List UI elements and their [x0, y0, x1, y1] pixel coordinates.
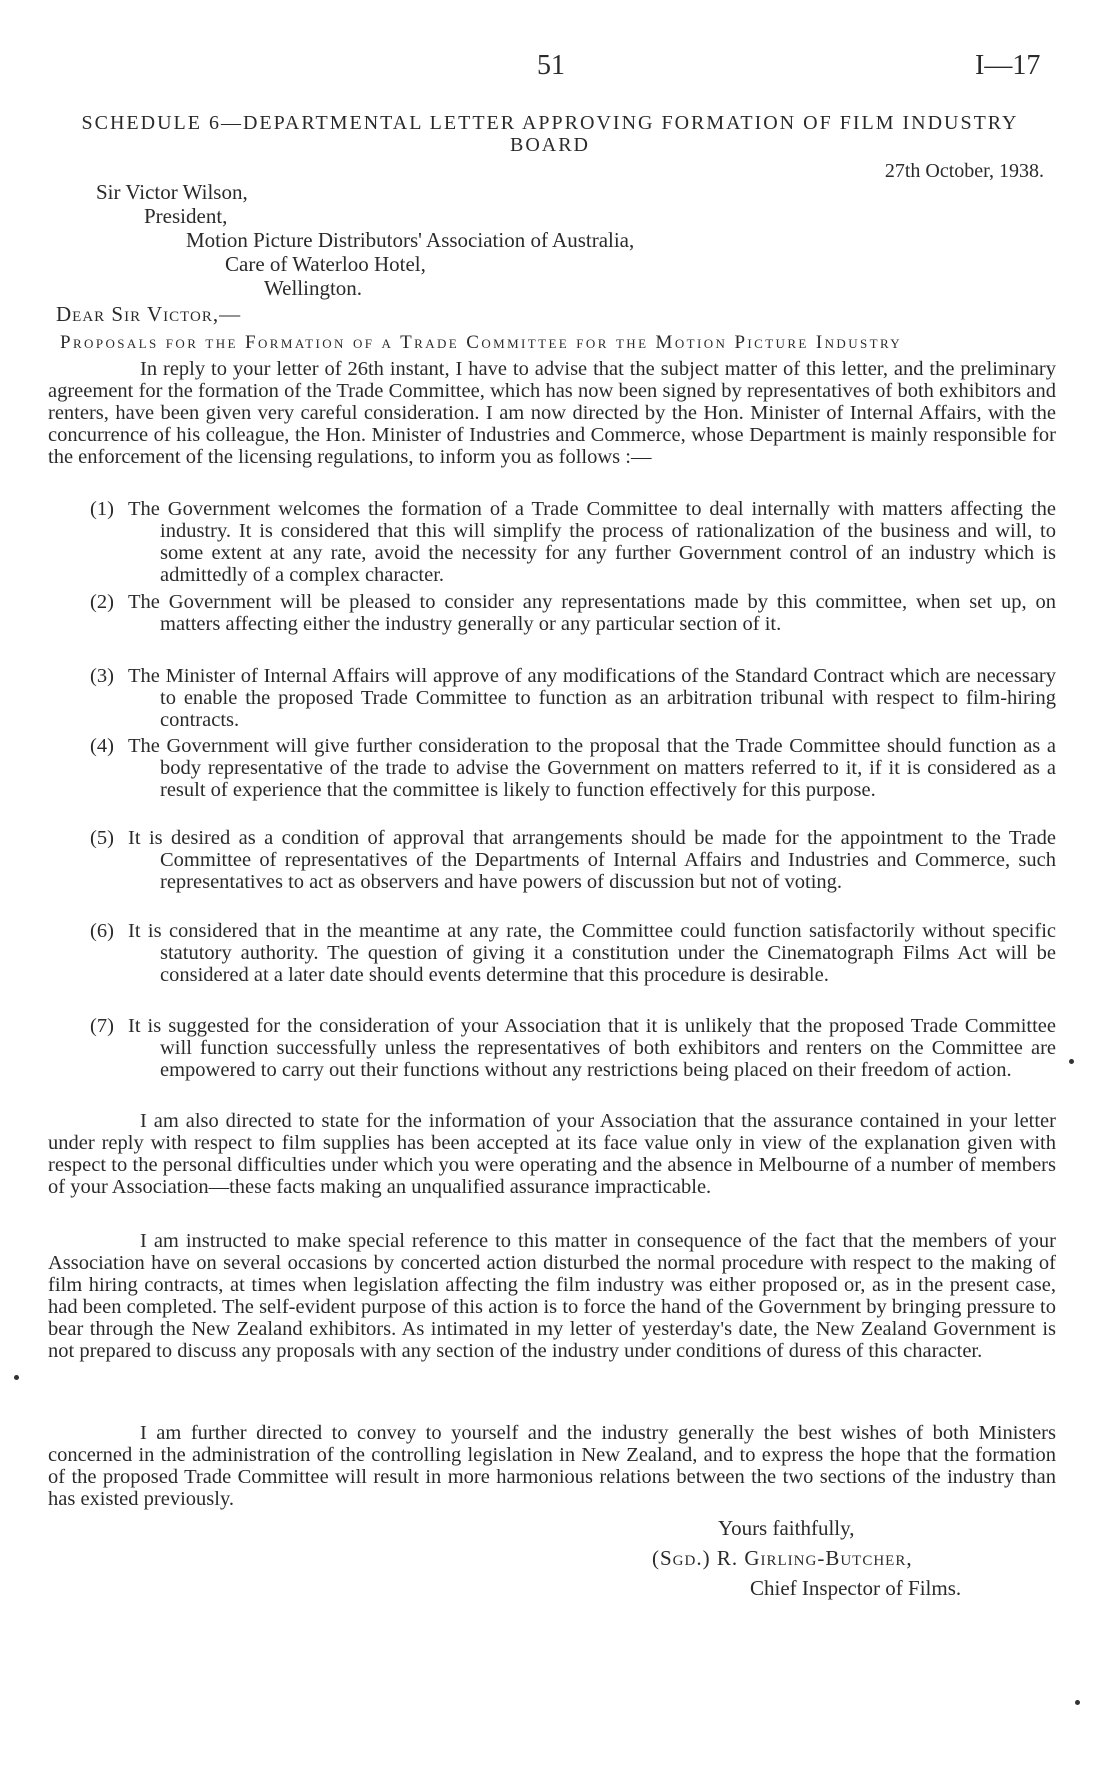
stray-mark	[1069, 1059, 1074, 1064]
addressee-care-of: Care of Waterloo Hotel,	[225, 252, 426, 276]
signature: (Sgd.) R. Girling-Butcher,	[652, 1546, 913, 1570]
list-item-number: (4)	[90, 735, 114, 757]
addressee-organisation: Motion Picture Distributors' Association of Australia,	[186, 228, 635, 252]
addressee-position: President,	[144, 204, 228, 228]
schedule-title: SCHEDULE 6—DEPARTMENTAL LETTER APPROVING FORMATION OF FILM INDUSTRY BOARD	[81, 112, 1019, 156]
list-item-text: The Government will give further consideration to the proposal that the Trade Committee should function as a body representative of the trade to advise the Government on matters referred to it, if it is considered as a result of experience that the committee is likely to function effectively for this purpose.	[128, 735, 1056, 801]
list-item-text: The Government welcomes the formation of a Trade Committee to deal internally with matters affecting the industry. It is considered that this will simplify the process of rationalization of the business and will, to some extent at any rate, avoid the necessity for any further Government control of an industry which is admittedly of a complex character.	[128, 498, 1056, 586]
list-item-number: (7)	[90, 1015, 114, 1037]
list-item-number: (3)	[90, 665, 114, 687]
valediction: Yours faithfully,	[718, 1516, 855, 1540]
addressee-city: Wellington.	[264, 276, 363, 300]
list-item-text: It is suggested for the consideration of your Association that it is unlikely that the proposed Trade Committee will function successfully unless the representatives of both exhibitors and renters on the Committee are empowered to carry out their functions without any restrictions being placed on their freedom of action.	[128, 1015, 1056, 1081]
salutation: Dear Sir Victor,—	[56, 302, 242, 326]
body-paragraph: I am further directed to convey to yourself and the industry generally the best wishes of both Ministers concerned in the administration of the controlling legislation in New Zealand, and to express the hope that the formation of the proposed Trade Committee will result in more harmonious relations between the two sections of the industry than has existed previously.	[48, 1422, 1056, 1510]
list-item	[90, 735, 1056, 801]
body-paragraph: I am also directed to state for the information of your Association that the assurance contained in your letter under reply with respect to film supplies has been accepted at its face value only in view of the explanation given with respect to the personal difficulties under which you were operating and the absence in Melbourne of a number of members of your Association—these facts making an unqualified assurance impracticable.	[48, 1110, 1056, 1198]
list-item-number: (5)	[90, 827, 114, 849]
stray-mark	[14, 1375, 19, 1380]
list-item-number: (2)	[90, 591, 114, 613]
list-item	[90, 920, 1056, 986]
list-item-text: The Minister of Internal Affairs will approve of any modifications of the Standard Contract which are necessary to enable the proposed Trade Committee to function as an arbitration tribunal with respect to film-hiring contracts.	[128, 665, 1056, 731]
page-number: 51	[537, 50, 565, 81]
list-item-text: It is desired as a condition of approval that arrangements should be made for the appointment to the Trade Committee of representatives of the Departments of Internal Affairs and Industries and Commerce, such representatives to act as observers and have powers of discussion but not of voting.	[128, 827, 1056, 893]
list-item-number: (1)	[90, 498, 114, 520]
subject-heading: Proposals for the Formation of a Trade Committee for the Motion Picture Industry	[60, 332, 903, 353]
list-item	[90, 827, 1056, 893]
list-item-text: The Government will be pleased to consider any representations made by this committee, when set up, on matters affecting either the industry generally or any particular section of it.	[128, 591, 1056, 635]
list-item	[90, 498, 1056, 586]
list-item	[90, 1015, 1056, 1081]
letter-date: 27th October, 1938.	[884, 160, 1044, 182]
document-code: I—17	[975, 50, 1041, 81]
list-item-number: (6)	[90, 920, 114, 942]
list-item-text: It is considered that in the meantime at any rate, the Committee could function satisfactorily without specific statutory authority. The question of giving it a constitution under the Cinematograph Films Act will be considered at a later date should events determine that this procedure is desirable.	[128, 920, 1056, 986]
body-paragraph: I am instructed to make special reference to this matter in consequence of the fact that the members of your Association have on several occasions by concerted action disturbed the normal procedure with respect to the making of film hiring contracts, at times when legislation affecting the film industry was either proposed or, as in the present case, had been completed. The self-evident purpose of this action is to force the hand of the Government by bringing pressure to bear through the New Zealand exhibitors. As intimated in my letter of yesterday's date, the New Zealand Government is not prepared to discuss any proposals with any section of the industry under conditions of duress of this character.	[48, 1230, 1056, 1362]
list-item	[90, 665, 1056, 731]
addressee-name: Sir Victor Wilson,	[96, 180, 248, 204]
intro-paragraph: In reply to your letter of 26th instant, I have to advise that the subject matter of this letter, and the preliminary agreement for the formation of the Trade Committee, which has now been signed by representatives of both exhibitors and renters, have been given very careful consideration. I am now directed by the Hon. Minister of Internal Affairs, with the concurrence of his colleague, the Hon. Minister of Industries and Commerce, whose Department is mainly responsible for the enforcement of the licensing regulations, to inform you as follows :—	[48, 358, 1056, 468]
list-item	[90, 591, 1056, 635]
stray-mark	[1075, 1700, 1080, 1705]
signatory-title: Chief Inspector of Films.	[750, 1576, 962, 1600]
